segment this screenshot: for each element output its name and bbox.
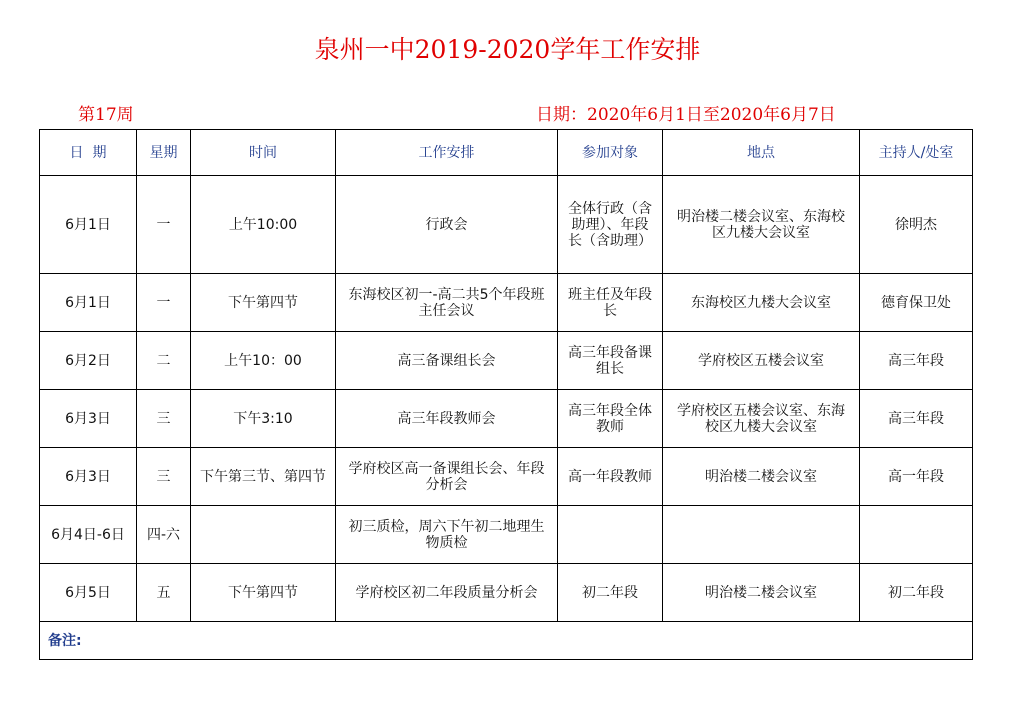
week-label: 第17周 <box>78 105 134 125</box>
header-host: 主持人/处室 <box>860 130 973 176</box>
cell-participants: 高一年段教师 <box>558 448 663 506</box>
cell-date: 6月3日 <box>40 390 137 448</box>
cell-weekday: 一 <box>137 274 191 332</box>
cell-host: 徐明杰 <box>860 176 973 274</box>
table-row <box>40 390 973 448</box>
table-row <box>40 332 973 390</box>
cell-participants <box>558 506 663 564</box>
cell-date: 6月1日 <box>40 176 137 274</box>
cell-weekday: 二 <box>137 332 191 390</box>
cell-time: 下午第四节 <box>191 564 336 622</box>
cell-participants: 初二年段 <box>558 564 663 622</box>
cell-time <box>191 506 336 564</box>
date-range-label: 日期：2020年6月1日至2020年6月7日 <box>536 105 836 125</box>
header-date: 日 期 <box>40 130 137 176</box>
cell-host <box>860 506 973 564</box>
cell-location: 明治楼二楼会议室 <box>663 448 860 506</box>
table-header-row <box>40 130 973 176</box>
cell-weekday: 三 <box>137 390 191 448</box>
header-time: 时间 <box>191 130 336 176</box>
cell-location: 学府校区五楼会议室、东海校区九楼大会议室 <box>663 390 860 448</box>
cell-host: 德育保卫处 <box>860 274 973 332</box>
cell-task: 高三备课组长会 <box>336 332 558 390</box>
remarks-label: 备注: <box>40 622 973 660</box>
cell-time: 上午10：00 <box>191 332 336 390</box>
header-location: 地点 <box>663 130 860 176</box>
page-title: 泉州一中2019-2020学年工作安排 <box>314 35 701 64</box>
cell-location: 明治楼二楼会议室、东海校区九楼大会议室 <box>663 176 860 274</box>
cell-time: 下午第三节、第四节 <box>191 448 336 506</box>
cell-location: 明治楼二楼会议室 <box>663 564 860 622</box>
cell-participants: 全体行政（含助理）、年段长（含助理） <box>558 176 663 274</box>
cell-host: 高三年段 <box>860 390 973 448</box>
cell-task: 初三质检，周六下午初二地理生物质检 <box>336 506 558 564</box>
header-participants: 参加对象 <box>558 130 663 176</box>
schedule-table <box>39 129 973 660</box>
cell-participants: 班主任及年段长 <box>558 274 663 332</box>
cell-task: 学府校区初二年段质量分析会 <box>336 564 558 622</box>
table-row <box>40 448 973 506</box>
cell-weekday: 四-六 <box>137 506 191 564</box>
cell-weekday: 五 <box>137 564 191 622</box>
cell-participants: 高三年段全体教师 <box>558 390 663 448</box>
cell-task: 东海校区初一-高二共5个年段班主任会议 <box>336 274 558 332</box>
cell-time: 上午10:00 <box>191 176 336 274</box>
cell-task: 行政会 <box>336 176 558 274</box>
cell-location: 东海校区九楼大会议室 <box>663 274 860 332</box>
cell-date: 6月3日 <box>40 448 137 506</box>
cell-time: 下午第四节 <box>191 274 336 332</box>
cell-host: 高三年段 <box>860 332 973 390</box>
header-weekday: 星期 <box>137 130 191 176</box>
cell-task: 高三年段教师会 <box>336 390 558 448</box>
cell-weekday: 三 <box>137 448 191 506</box>
cell-date: 6月2日 <box>40 332 137 390</box>
table-row <box>40 176 973 274</box>
cell-date: 6月5日 <box>40 564 137 622</box>
cell-host: 初二年段 <box>860 564 973 622</box>
cell-weekday: 一 <box>137 176 191 274</box>
header-task: 工作安排 <box>336 130 558 176</box>
remarks-row <box>40 622 973 660</box>
cell-task: 学府校区高一备课组长会、年段分析会 <box>336 448 558 506</box>
cell-location <box>663 506 860 564</box>
table-row <box>40 506 973 564</box>
table-row <box>40 564 973 622</box>
cell-location: 学府校区五楼会议室 <box>663 332 860 390</box>
cell-date: 6月4日-6日 <box>40 506 137 564</box>
cell-time: 下午3:10 <box>191 390 336 448</box>
cell-participants: 高三年段备课组长 <box>558 332 663 390</box>
cell-date: 6月1日 <box>40 274 137 332</box>
cell-host: 高一年段 <box>860 448 973 506</box>
table-row <box>40 274 973 332</box>
